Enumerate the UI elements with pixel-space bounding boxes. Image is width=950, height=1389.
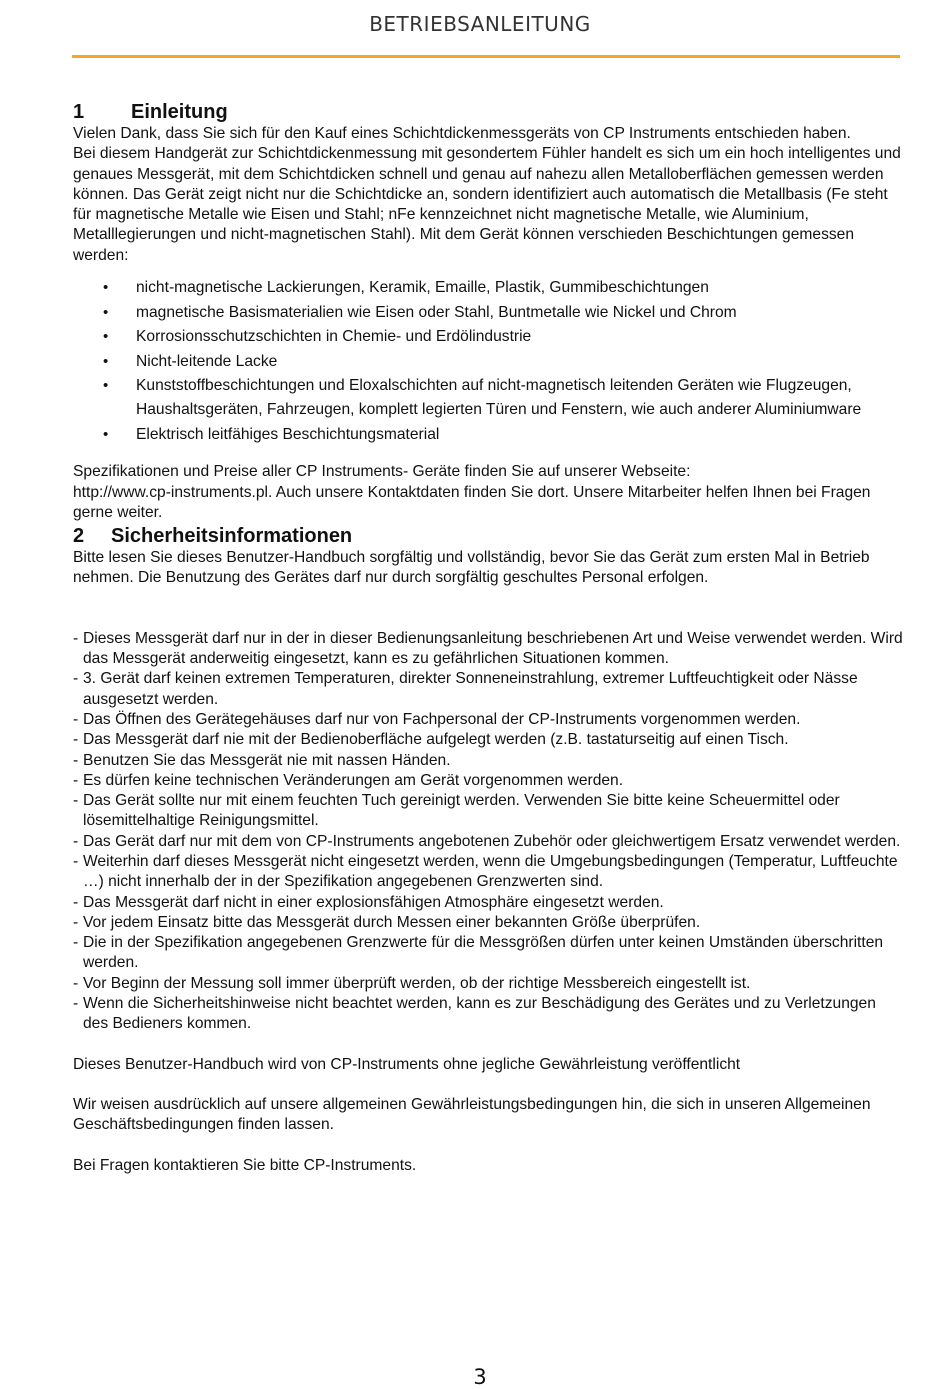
coating-list [73,276,903,447]
list-item: - Das Messgerät darf nicht in einer explosionsfähigen Atmosphäre eingesetzt werden. [73,893,903,913]
list-item: • Korrosionsschutzschichten in Chemie- und Erdölindustrie [73,325,903,349]
page-number: 3 [473,1365,487,1389]
intro-paragraph-2: Bei diesem Handgerät zur Schichtdickenmessung mit gesondertem Fühler handelt es sich um ein hoch intelligentes und genaues Messgerät, mit dem Schichtdicken schnell und genau auf nahezu allen Metalloberflächen gemessen werden können. Das Gerät zeigt nicht nur die Schichtdicke an, sondern identifiziert auch automatisch die Metallbasis (Fe steht für magnetische Metalle wie Eisen und Stahl; nFe kennzeichnet nicht magnetische Metalle, wie Aluminium, Metalllegierungen und nicht-magnetischen Stahl). Mit dem Gerät können verschieden Beschichtungen gemessen werden: [73,145,901,264]
list-item: - Es dürfen keine technischen Veränderungen am Gerät vorgenommen werden. [73,771,903,791]
list-item: • magnetische Basismaterialien wie Eisen oder Stahl, Buntmetalle wie Nickel und Chrom [73,301,903,325]
list-item: - 3. Gerät darf keinen extremen Temperaturen, direkter Sonneneinstrahlung, extremer Luftfeuchtigkeit oder Nässe ausgesetzt werden. [73,669,903,710]
list-item: • Nicht-leitende Lacke [73,350,903,374]
safety-intro: Bitte lesen Sie dieses Benutzer-Handbuch sorgfältig und vollständig, bevor Sie das Gerät zum ersten Mal in Betrieb nehmen. Die Benutzung des Gerätes darf nur durch sorgfältig geschultes Personal erfolgen. [73,549,870,587]
section-1-title: Einleitung [131,101,228,123]
safety-list [73,629,903,1035]
list-item: - Das Gerät sollte nur mit einem feuchten Tuch gereinigt werden. Verwenden Sie bitte keine Scheuermittel oder lösemittelhaltige Reinigungsmittel. [73,791,903,832]
section-1-number: 1 [73,101,85,123]
section-1-heading [73,100,903,124]
list-item: - Vor jedem Einsatz bitte das Messgerät durch Messen einer bekannten Größe überprüfen. [73,913,903,933]
list-item: - Weiterhin darf dieses Messgerät nicht eingesetzt werden, wenn die Umgebungsbedingungen (Temperatur, Luftfeuchte …) nicht innerhalb der in der Spezifikation angegebenen Grenzwerten sind. [73,852,903,893]
page-content [73,100,903,1176]
spec-line-1: Spezifikationen und Preise aller CP Instruments- Geräte finden Sie auf unserer Webseite: [73,463,691,481]
list-item: - Das Gerät darf nur mit dem von CP-Instruments angebotenen Zubehör oder gleichwertigem Ersatz verwendet werden. [73,832,903,852]
intro-paragraph-1: Vielen Dank, dass Sie sich für den Kauf eines Schichtdickenmessgeräts von CP Instruments entschieden haben. [73,125,851,142]
list-item: • Kunststoffbeschichtungen und Eloxalschichten auf nicht-magnetisch leitenden Geräten wie Flugzeugen, Haushaltsgeräten, Fahrzeugen, komplett legierten Türen und Fenstern, wie auch anderer Aluminiumware [73,374,903,422]
list-item: • nicht-magnetische Lackierungen, Keramik, Emaille, Plastik, Gummibeschichtungen [73,276,903,300]
list-item: - Vor Beginn der Messung soll immer überprüft werden, ob der richtige Messbereich eingestellt ist. [73,974,903,994]
list-item: - Benutzen Sie das Messgerät nie mit nassen Händen. [73,751,903,771]
list-item: - Das Messgerät darf nie mit der Bedienoberfläche aufgelegt werden (z.B. tastaturseitig auf einen Tisch. [73,730,903,750]
spec-line-2: http://www.cp-instruments.pl. Auch unsere Kontaktdaten finden Sie dort. Unsere Mitarbeiter helfen Ihnen bei Fragen gerne weiter. [73,483,871,521]
section-2-number: 2 [73,525,85,548]
spec-paragraph [73,461,903,523]
section-2-heading [73,524,903,548]
list-item: • Elektrisch leitfähiges Beschichtungsmaterial [73,423,903,447]
section-2-title: Sicherheitsinformationen [111,525,353,548]
disclaimer-paragraph: Dieses Benutzer-Handbuch wird von CP-Instruments ohne jegliche Gewährleistung veröffentlicht [73,1055,741,1073]
list-item: - Die in der Spezifikation angegebenen Grenzwerte für die Messgrößen dürfen unter keinen Umständen überschritten werden. [73,933,903,974]
list-item: - Dieses Messgerät darf nur in der in dieser Bedienungsanleitung beschriebenen Art und Weise verwendet werden. Wird das Messgerät anderweitig eingesetzt, kann es zu gefährlichen Situationen kommen. [73,629,903,670]
list-item: - Das Öffnen des Gerätegehäuses darf nur von Fachpersonal der CP-Instruments vorgenommen werden. [73,710,903,730]
contact-paragraph: Bei Fragen kontaktieren Sie bitte CP-Instruments. [73,1156,417,1174]
warranty-paragraph: Wir weisen ausdrücklich auf unsere allgemeinen Gewährleistungsbedingungen hin, die sich in unseren Allgemeinen Geschäftsbedingungen finden lassen. [73,1095,871,1134]
header-divider [72,55,900,58]
list-item: - Wenn die Sicherheitshinweise nicht beachtet werden, kann es zur Beschädigung des Gerätes und zu Verletzungen des Bedieners kommen. [73,994,903,1035]
running-header: BETRIEBSANLEITUNG [369,12,591,36]
